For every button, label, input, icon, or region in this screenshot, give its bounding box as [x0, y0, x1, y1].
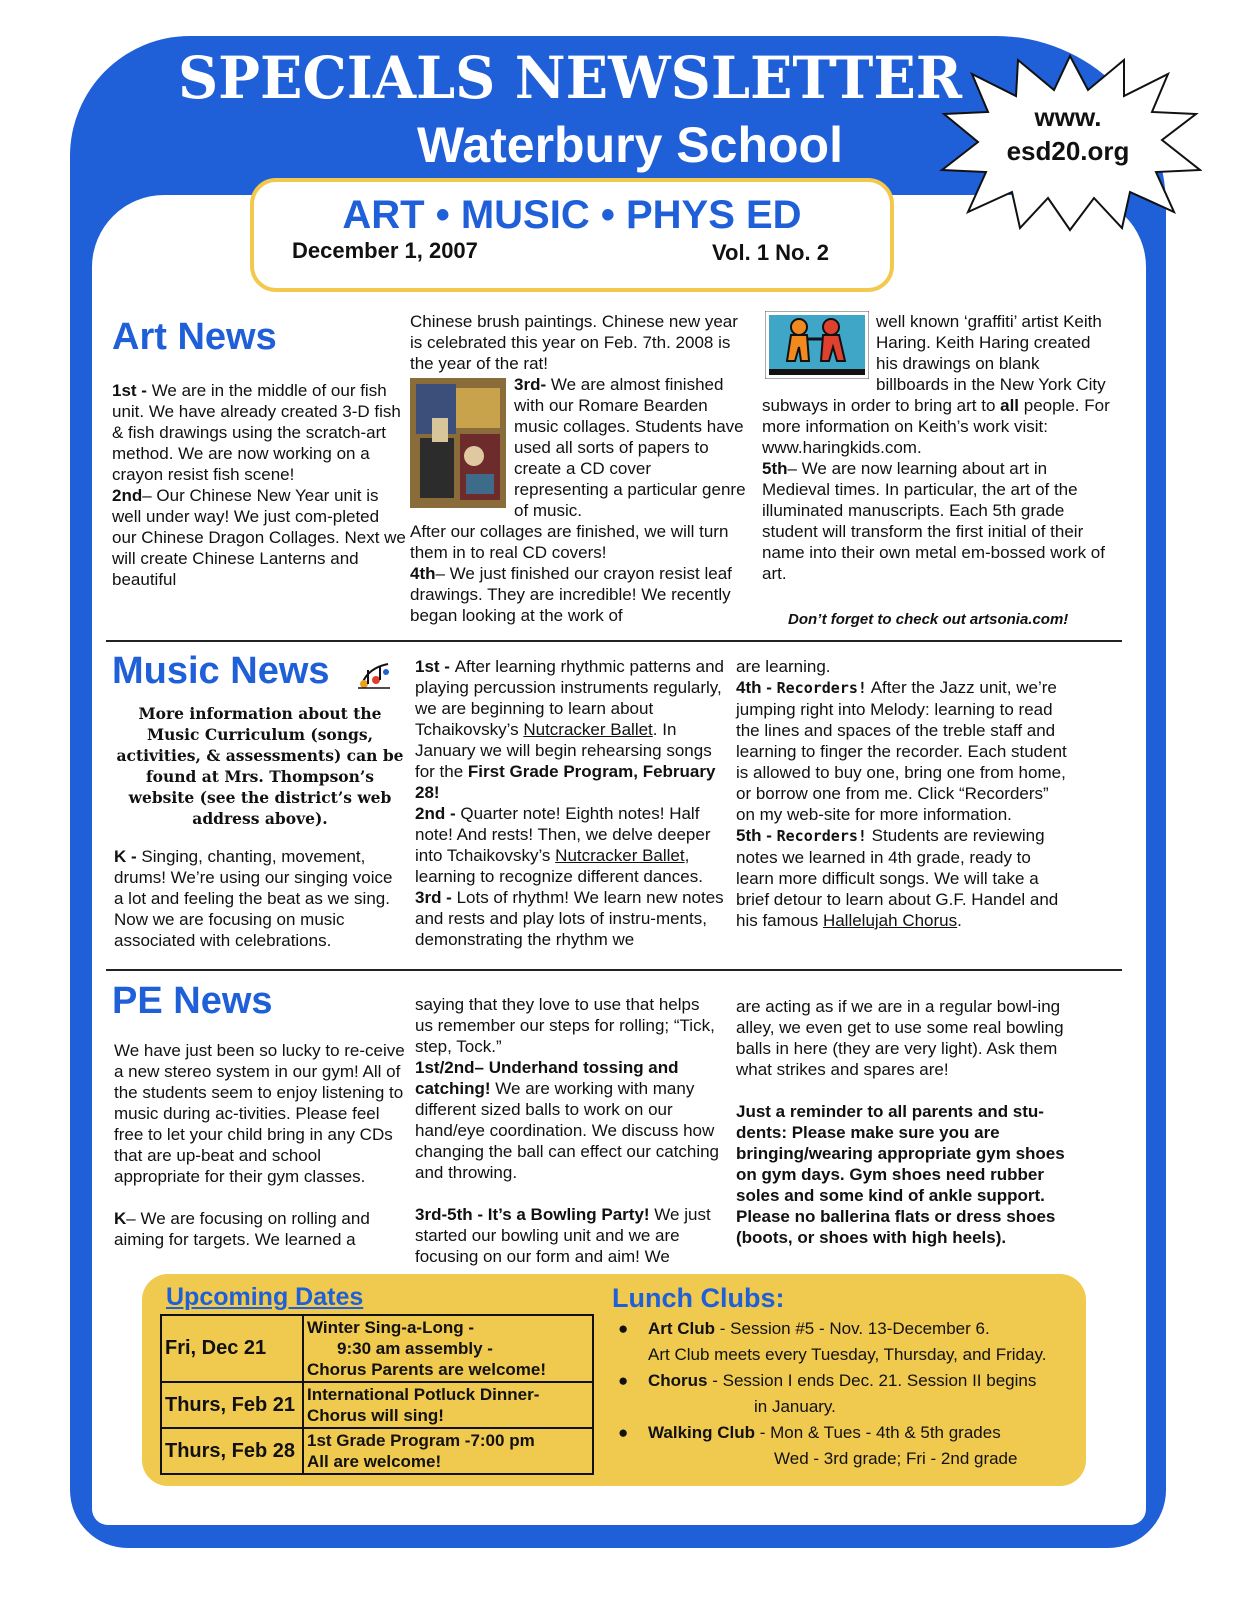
- pe-column-3: [736, 996, 1066, 1248]
- website-line-1: www.: [1034, 102, 1102, 132]
- music-column-3: [736, 656, 1072, 931]
- art-4th-text: – We just finished our crayon resist leaf drawings. They are incredible! We recently began looking at the work of: [410, 564, 732, 625]
- art-3rd-label: 3rd-: [514, 375, 547, 394]
- subjects-line: ART • MUSIC • PHYS ED: [342, 193, 802, 237]
- website-link[interactable]: [978, 100, 1158, 168]
- table-row: [161, 1382, 593, 1428]
- art-col3-top: well known ‘graffiti’ artist Keith Haring. Keith Haring created his drawings on blank billboards in the New: [876, 312, 1102, 394]
- music-1st-label: 1st -: [415, 657, 455, 676]
- list-item: [616, 1316, 1076, 1368]
- music-2nd-label: 2nd -: [415, 804, 461, 823]
- art-club-schedule: Art Club meets every Tuesday, Thursday, and Friday.: [648, 1345, 1047, 1364]
- music-3rd-label: 3rd -: [415, 888, 457, 907]
- first-grade-program: First Grade Program, February 28!: [415, 762, 716, 802]
- walking-club-name: Walking Club: [648, 1423, 756, 1442]
- pe-k-label: K: [114, 1209, 127, 1228]
- music-k-label: K -: [114, 847, 142, 866]
- art-5th-text: – We are now learning about art in Medieval times. In particular, the art of the illuminated manuscripts. Each 5th grade student will transform the first initial of their name into their own metal em-bossed work of art.: [762, 459, 1105, 583]
- music-2nd-text-a: Quarter note! Eighth notes! Half note! And rests! Then, we delve deeper into Tchaikovsky’s: [415, 804, 711, 865]
- artsonia-note: Don’t forget to check out artsonia.com!: [788, 611, 1069, 628]
- lunch-clubs-list: [616, 1316, 1076, 1472]
- event-description: [303, 1428, 593, 1474]
- art-column-1: [112, 380, 406, 590]
- art-1st-text: We are in the middle of our fish unit. We have already created 3-D fish & fish drawings using the scratch-art method. We are now working on a crayon resist fish scene!: [112, 381, 401, 484]
- website-line-2: esd20.org: [1006, 136, 1130, 166]
- art-club-name: Art Club: [648, 1319, 716, 1338]
- event-description: [303, 1315, 593, 1382]
- event-line: Winter Sing-a-Long -: [307, 1318, 474, 1337]
- pe-column-1: [114, 1040, 406, 1250]
- music-5th-label: 5th -: [736, 826, 777, 845]
- event-description: [303, 1382, 593, 1428]
- section-divider-1: [106, 640, 1122, 642]
- art-3rd-text: We are almost finished with our Romare Bearden music collages. Students have used all sorts of papers to create a CD cover representing a particular genre of music.: [514, 375, 746, 520]
- event-date: Thurs, Feb 21: [161, 1382, 303, 1428]
- bullet-icon: ●: [618, 1319, 629, 1338]
- art-col2-after: After our collages are finished, we will turn them in to real CD covers!: [410, 522, 729, 562]
- art-2nd-text: – Our Chinese New Year unit is well under way! We just com-pleted our Chinese Dragon Collages. Next we will create Chinese Lanterns and beautiful: [112, 486, 406, 589]
- pe-column-2: [415, 994, 721, 1267]
- event-line: Chorus Parents are welcome!: [307, 1360, 547, 1379]
- section-divider-2: [106, 969, 1122, 971]
- haring-image-spacer: [762, 311, 876, 385]
- event-line: 9:30 am assembly -: [337, 1339, 493, 1358]
- event-line: Chorus will sing!: [307, 1406, 444, 1425]
- art-4th-label: 4th: [410, 564, 436, 583]
- pe-shoe-reminder: Just a reminder to all parents and stu-dents: Please make sure you are bringing/wearing appropriate gym shoes on gym days. Gym shoes need rubber soles and some kind of ankle support. Please no ballerina flats or dress shoes (boots, or shoes with high heels).: [736, 1102, 1065, 1247]
- music-1st-text-b: . In January we will begin rehearsing songs for the: [415, 720, 712, 781]
- issue-volume: Vol. 1 No. 2: [712, 240, 829, 265]
- list-item: [616, 1368, 1076, 1420]
- issue-date: December 1, 2007: [292, 238, 478, 263]
- pe-col3-top: are acting as if we are in a regular bowl-ing alley, we even get to use some real bowling balls in here (they are very light). Ask them what strikes and spares are!: [736, 997, 1064, 1079]
- walking-club-schedule-2: Wed - 3rd grade; Fri - 2nd grade: [774, 1449, 1018, 1468]
- art-club-session: - Session #5 - Nov. 13-December 6.: [715, 1319, 990, 1338]
- music-column-2: [415, 656, 725, 950]
- upcoming-dates-table: [160, 1314, 594, 1475]
- pe-3rd-5th-label: 3rd-5th - It’s a Bowling Party!: [415, 1205, 650, 1224]
- chorus-session-2: in January.: [754, 1397, 836, 1416]
- art-col3-all: all: [1000, 396, 1020, 415]
- hallelujah-chorus: Hallelujah Chorus: [822, 911, 958, 930]
- pe-1st-2nd-label: 1st/2nd– Underhand tossing and catching!: [415, 1058, 679, 1098]
- art-5th-label: 5th: [762, 459, 788, 478]
- newsletter-title: SPECIALS NEWSLETTER: [177, 44, 963, 112]
- pe-1st-2nd-text: We are working with many different sized balls to work on our hand/eye coordination. We discuss how changing the ball can effect our catching and throwing.: [415, 1079, 720, 1182]
- music-5th-text-b: .: [957, 911, 962, 930]
- music-2nd-text-b: , learning to recognize different dances.: [415, 846, 703, 886]
- pe-news-heading: PE News: [112, 980, 273, 1022]
- event-date: Fri, Dec 21: [161, 1315, 303, 1382]
- music-notes-icon: [354, 658, 394, 692]
- music-4th-text: After the Jazz unit, we’re jumping right into Melody: learning to read the lines and spaces of the treble staff and learning to finger the recorder. Each student is allowed to buy one, bring one from home, or borrow one from me. Click “Recorders” on my web-site for more information.: [736, 678, 1067, 824]
- school-name: Waterbury School: [417, 117, 843, 173]
- art-1st-label: 1st -: [112, 381, 152, 400]
- nutcracker-ballet-1: Nutcracker Ballet: [523, 720, 653, 739]
- pe-3rd-5th-text: We just started our bowling unit and we are focusing on our form and aim! We: [415, 1205, 711, 1266]
- upcoming-dates-heading: Upcoming Dates: [166, 1283, 364, 1311]
- music-col3-top: are learning.: [736, 657, 831, 676]
- art-col2-top: Chinese brush paintings. Chinese new year is celebrated this year on Feb. 7th. 2008 is the year of the rat!: [410, 312, 738, 373]
- table-row: [161, 1428, 593, 1474]
- event-line: 1st Grade Program -7:00 pm: [307, 1431, 535, 1450]
- music-5th-text-a: Students are reviewing notes we learned in 4th grade, ready to learn more difficult songs. We will take a brief detour to learn about G.F. Handel and his famous: [736, 826, 1059, 930]
- recorders-tag-5th: Recorders!: [776, 827, 867, 845]
- bullet-icon: ●: [618, 1423, 629, 1442]
- music-curriculum-info: More information about the Music Curriculum (songs, activities, & assessments) can be found at Mrs. Thompson’s website (see the district’s web address above).: [116, 704, 404, 828]
- pe-k-text: – We are focusing on rolling and aiming for targets. We learned a: [114, 1209, 370, 1249]
- nutcracker-ballet-2: Nutcracker Ballet: [555, 846, 685, 865]
- bearden-collage-image: [410, 378, 506, 508]
- chorus-club-name: Chorus: [648, 1371, 708, 1390]
- pe-col2-top: saying that they love to use that helps us remember our steps for rolling; “Tick, step, Tock.”: [415, 995, 715, 1056]
- music-k-text: Singing, chanting, movement, drums! We’re using our singing voice a lot and feeling the beat as we sing. Now we are focusing on music associated with celebrations.: [114, 847, 393, 950]
- art-2nd-label: 2nd: [112, 486, 143, 505]
- music-3rd-text: Lots of rhythm! We learn new notes and rests and play lots of instru-ments, demonstrating the rhythm we: [415, 888, 724, 949]
- bullet-icon: ●: [618, 1371, 629, 1390]
- art-col3-text-a: York City subways in order to bring art to: [762, 375, 1106, 415]
- music-news-heading: Music News: [112, 650, 330, 692]
- event-date: Thurs, Feb 28: [161, 1428, 303, 1474]
- pe-intro: We have just been so lucky to re-ceive a new stereo system in our gym! All of the students seem to enjoy listening to music during ac-tivities. Please feel free to let your child bring in any CDs that are up-beat and school appropriate for their gym classes.: [114, 1041, 405, 1186]
- art-col3-text-b: people. For more information on Keith’s work visit: www.haringkids.com.: [762, 396, 1110, 457]
- art-news-heading: Art News: [112, 316, 277, 358]
- event-line: International Potluck Dinner-: [307, 1385, 540, 1404]
- music-column-1: [114, 846, 406, 951]
- chorus-session: - Session I ends Dec. 21. Session II begins: [707, 1371, 1037, 1390]
- lunch-clubs-heading: Lunch Clubs:: [612, 1283, 785, 1313]
- art-column-3: [762, 311, 1114, 584]
- recorders-tag-4th: Recorders!: [776, 679, 867, 697]
- table-row: [161, 1315, 593, 1382]
- event-line: All are welcome!: [307, 1452, 442, 1471]
- art-column-2: [410, 311, 746, 626]
- list-item: [616, 1420, 1076, 1472]
- walking-club-schedule: - Mon & Tues - 4th & 5th grades: [755, 1423, 1001, 1442]
- music-4th-label: 4th -: [736, 678, 777, 697]
- music-1st-text-a: After learning rhythmic patterns and playing percussion instruments regularly, we are beginning to learn about Tchaikovsky’s: [415, 657, 724, 739]
